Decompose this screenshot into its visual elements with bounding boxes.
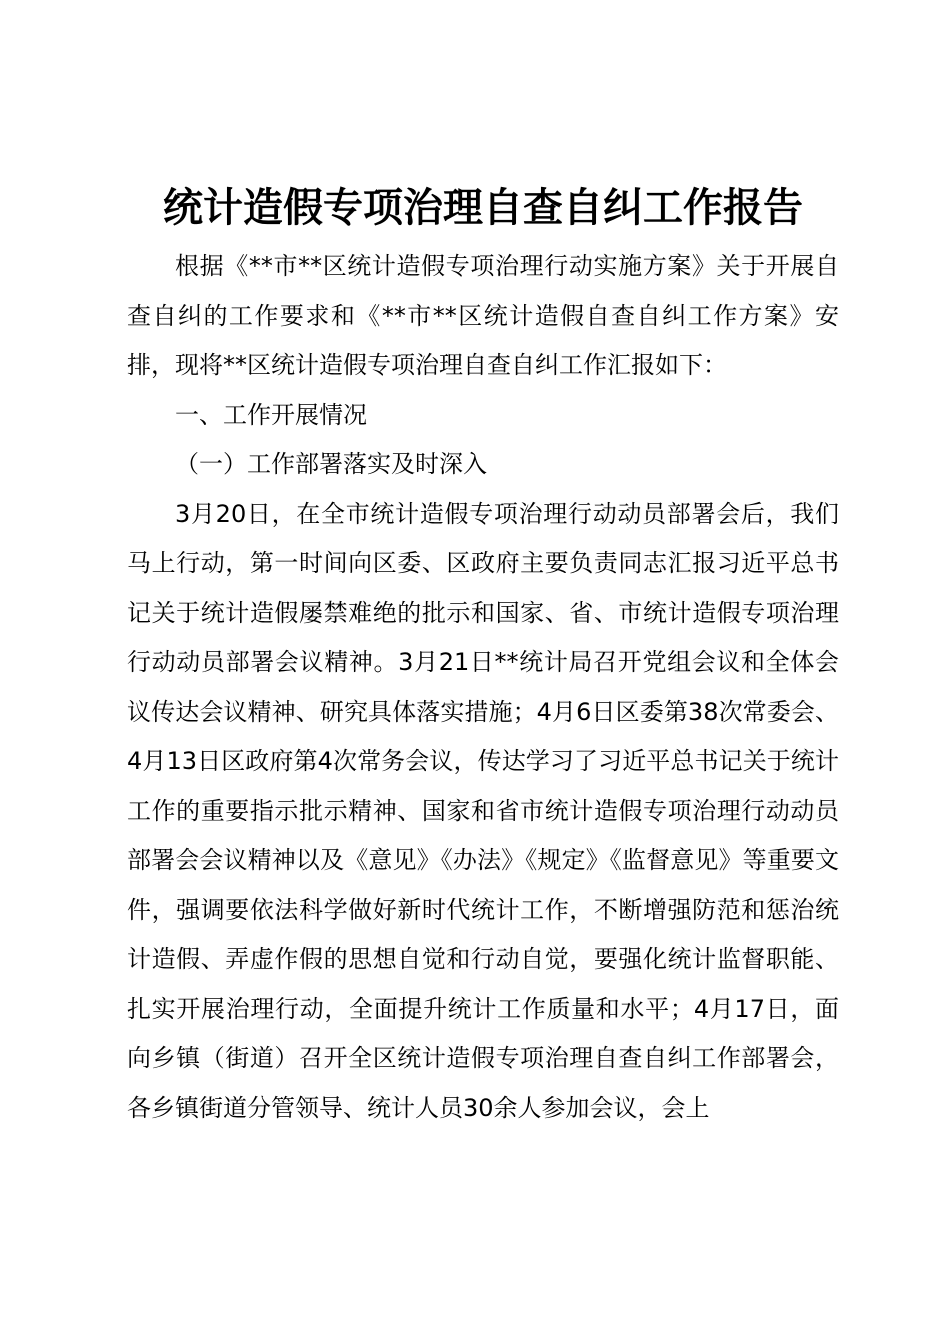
- document-page: [127, 178, 839, 1133]
- intro-paragraph: 根据《**市**区统计造假专项治理行动实施方案》关于开展自查自纠的工作要求和《**市**区统计造假自查自纠工作方案》安排，现将**区统计造假专项治理自查自纠工作汇报如下：: [127, 252, 839, 379]
- subsection-heading: （一）工作部署落实及时深入: [175, 450, 487, 478]
- section-heading: 一、工作开展情况: [175, 400, 367, 429]
- body-paragraph: 3月20日，在全市统计造假专项治理行动动员部署会后，我们马上行动，第一时间向区委、区政府主要负责同志汇报习近平总书记关于统计造假屡禁难绝的批示和国家、省、市统计造假专项治理行动动员部署会议精神。3月21日**统计局召开党组会议和全体会议传达会议精神、研究具体落实措施；4月6日区委第38次常委会、4月13日区政府第4次常务会议，传达学习了习近平总书记关于统计工作的重要指示批示精神、国家和省市统计造假专项治理行动动员部署会会议精神以及《意见》《办法》《规定》《监督意见》等重要文件，强调要依法科学做好新时代统计工作，不断增强防范和惩治统计造假、弄虚作假的思想自觉和行动自觉，要强化统计监督职能、扎实开展治理行动，全面提升统计工作质量和水平；4月17日，面向乡镇（街道）召开全区统计造假专项治理自查自纠工作部署会，各乡镇街道分管领导、统计人员30余人参加会议，会上: [127, 499, 839, 1122]
- document-title: 统计造假专项治理自查自纠工作报告: [163, 184, 803, 231]
